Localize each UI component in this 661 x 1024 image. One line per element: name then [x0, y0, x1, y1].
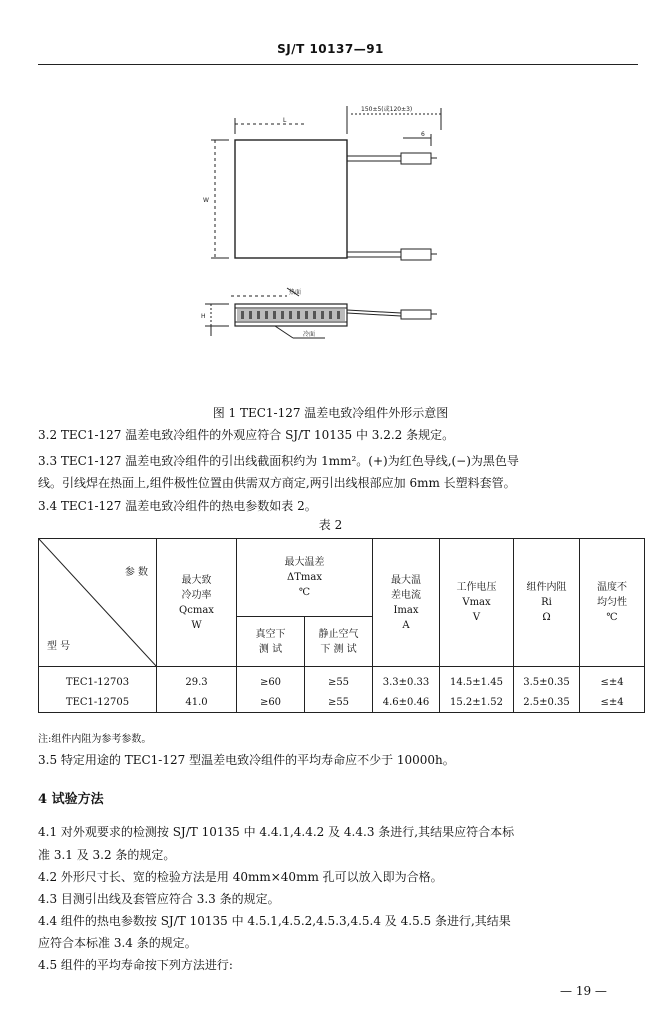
- table-row: TEC1-12703 29.3 ≥60 ≥55 3.3±0.33 14.5±1.45 3.5±0.35 ≤±4: [39, 667, 645, 693]
- figure-caption: 图 1 TEC1-127 温差电致冷组件外形示意图: [212, 406, 449, 420]
- para-3-2: 3.2 TEC1-127 温差电致冷组件的外观应符合 SJ/T 10135 中 3.2.2 条规定。: [38, 428, 455, 442]
- label-h: H: [201, 313, 206, 320]
- col-dt-vacuum: 真空下 测 试: [237, 617, 305, 667]
- dim-w: W: [203, 197, 209, 204]
- col-dt-air: 静止空气 下 测 试: [305, 617, 373, 667]
- para-4-5: 4.5 组件的平均寿命按下列方法进行:: [38, 958, 233, 972]
- col-dtmax: 最大温差 ΔTmax ℃: [237, 539, 373, 617]
- section-4-heading: 4 试验方法: [38, 792, 104, 807]
- para-4-4-line1: 4.4 组件的热电参数按 SJ/T 10135 中 4.5.1,4.5.2,4.5.3,4.5.4 及 4.5.5 条进行,其结果: [38, 914, 511, 928]
- col-imax: 最大温 差电流 Imax A: [373, 539, 440, 667]
- para-4-4-line2: 应符合本标准 3.4 条的规定。: [38, 936, 197, 950]
- corner-model-label: 型 号: [47, 641, 71, 652]
- col-qcmax: 最大致 冷功率 Qcmax W: [157, 539, 237, 667]
- module-outline-figure: [175, 100, 485, 390]
- para-3-5: 3.5 特定用途的 TEC1-127 型温差电致冷组件的平均寿命应不少于 10000h。: [38, 753, 455, 767]
- label-cold: 冷面: [303, 331, 316, 338]
- table-caption: 表 2: [318, 518, 343, 532]
- label-hot: 热面: [289, 289, 302, 296]
- col-uniformity: 温度不 均匀性 ℃: [580, 539, 645, 667]
- col-vmax: 工作电压 Vmax V: [440, 539, 514, 667]
- table-note: 注:组件内阻为参考参数。: [38, 734, 152, 745]
- page-number: — 19 —: [560, 984, 607, 998]
- para-3-3-line1: 3.3 TEC1-127 温差电致冷组件的引出线截面积约为 1mm²。(+)为红色导线,(−)为黑色导: [38, 454, 519, 468]
- thermoelectric-params-table: [38, 538, 645, 713]
- corner-param-label: 参 数: [124, 567, 148, 578]
- para-3-4: 3.4 TEC1-127 温差电致冷组件的热电参数如表 2。: [38, 499, 317, 513]
- para-4-2: 4.2 外形尺寸长、宽的检验方法是用 40mm×40mm 孔可以放入即为合格。: [38, 870, 443, 884]
- para-4-1-line2: 准 3.1 及 3.2 条的规定。: [38, 848, 176, 862]
- dim-top-right: 150±5(或120±3): [361, 106, 413, 113]
- para-4-1-line1: 4.1 对外观要求的检测按 SJ/T 10135 中 4.4.1,4.4.2 及 4.4.3 条进行,其结果应符合本标: [38, 825, 515, 839]
- header-corner-cell: [39, 539, 157, 667]
- table-row: TEC1-12705 41.0 ≥60 ≥55 4.6±0.46 15.2±1.52 2.5±0.35 ≤±4: [39, 692, 645, 713]
- dim-6: 6: [421, 131, 425, 138]
- para-4-3: 4.3 目测引出线及套管应符合 3.3 条的规定。: [38, 892, 280, 906]
- col-ri: 组件内阻 Ri Ω: [514, 539, 580, 667]
- page-header: SJ/T 10137—91: [277, 42, 384, 56]
- header-rule: [38, 64, 638, 65]
- para-3-3-line2: 线。引线焊在热面上,组件极性位置由供需双方商定,两引出线根部应加 6mm 长塑料套管。: [38, 476, 516, 490]
- dim-l: L: [283, 117, 287, 124]
